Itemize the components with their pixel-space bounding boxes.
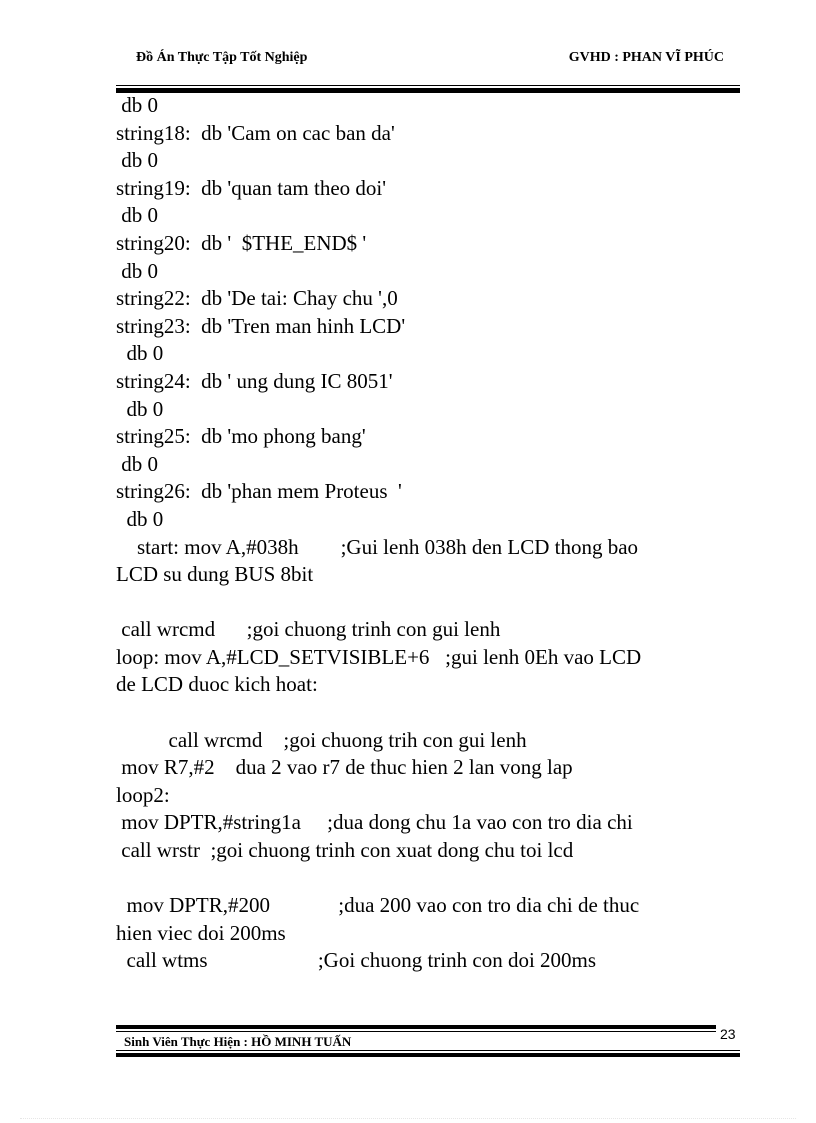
code-line <box>116 865 746 893</box>
code-line: call wtms ;Goi chuong trinh con doi 200ms <box>116 948 597 973</box>
code-line: db 0 <box>116 203 158 228</box>
footer-bottom-rule <box>116 1050 740 1057</box>
code-line: string25: db 'mo phong bang' <box>116 424 366 449</box>
code-line: db 0 <box>116 258 158 283</box>
code-line: loop2: <box>116 782 170 807</box>
code-line: start: mov A,#038h ;Gui lenh 038h den LCD thong bao <box>116 534 639 559</box>
code-line: db 0 <box>116 148 158 173</box>
code-line: string22: db 'De tai: Chay chu ',0 <box>116 286 398 311</box>
code-line: string20: db ' $THE_END$ ' <box>116 230 367 255</box>
code-line <box>116 699 746 727</box>
code-line: hien viec doi 200ms <box>116 920 286 945</box>
code-line: db 0 <box>116 451 158 476</box>
code-listing <box>116 92 746 975</box>
code-line: mov DPTR,#200 ;dua 200 vao con tro dia chi de thuc <box>116 893 640 918</box>
code-line: call wrcmd ;goi chuong trinh con gui lenh <box>116 617 501 642</box>
footer-bottom-rule-thin <box>116 1050 740 1051</box>
footer-student: Sinh Viên Thực Hiện : HỒ MINH TUẤN <box>124 1034 352 1049</box>
code-line: loop: mov A,#LCD_SETVISIBLE+6 ;gui lenh 0Eh vao LCD <box>116 644 642 669</box>
code-line: mov DPTR,#string1a ;dua dong chu 1a vao con tro dia chi <box>116 810 633 835</box>
header-supervisor: GVHD : PHAN VĨ PHÚC <box>568 50 724 65</box>
code-line: LCD su dung BUS 8bit <box>116 562 314 587</box>
page-edge-divider <box>20 1118 796 1119</box>
code-line: db 0 <box>116 341 164 366</box>
code-line: string23: db 'Tren man hinh LCD' <box>116 313 406 338</box>
page-number: 23 <box>720 1026 736 1042</box>
footer-bottom-rule-thick <box>116 1053 740 1057</box>
code-line: string24: db ' ung dung IC 8051' <box>116 368 393 393</box>
code-line: string26: db 'phan mem Proteus ' <box>116 479 402 504</box>
header-rule-thin <box>116 85 740 86</box>
code-line: call wrcmd ;goi chuong trih con gui lenh <box>116 727 527 752</box>
footer-rule <box>116 1025 716 1033</box>
code-line: mov R7,#2 dua 2 vao r7 de thuc hien 2 lan vong lap <box>116 755 573 780</box>
code-line: string18: db 'Cam on cac ban da' <box>116 120 395 145</box>
footer-rule-thin <box>116 1031 716 1032</box>
code-line: de LCD duoc kich hoat: <box>116 672 318 697</box>
code-line: db 0 <box>116 93 158 117</box>
code-line <box>116 589 746 617</box>
code-line: db 0 <box>116 396 164 421</box>
code-line: db 0 <box>116 506 164 531</box>
code-line: string19: db 'quan tam theo doi' <box>116 175 387 200</box>
footer-rule-thick <box>116 1025 716 1029</box>
header-title: Đồ Án Thực Tập Tốt Nghiệp <box>136 50 308 65</box>
code-line: call wrstr ;goi chuong trinh con xuat dong chu toi lcd <box>116 838 574 863</box>
